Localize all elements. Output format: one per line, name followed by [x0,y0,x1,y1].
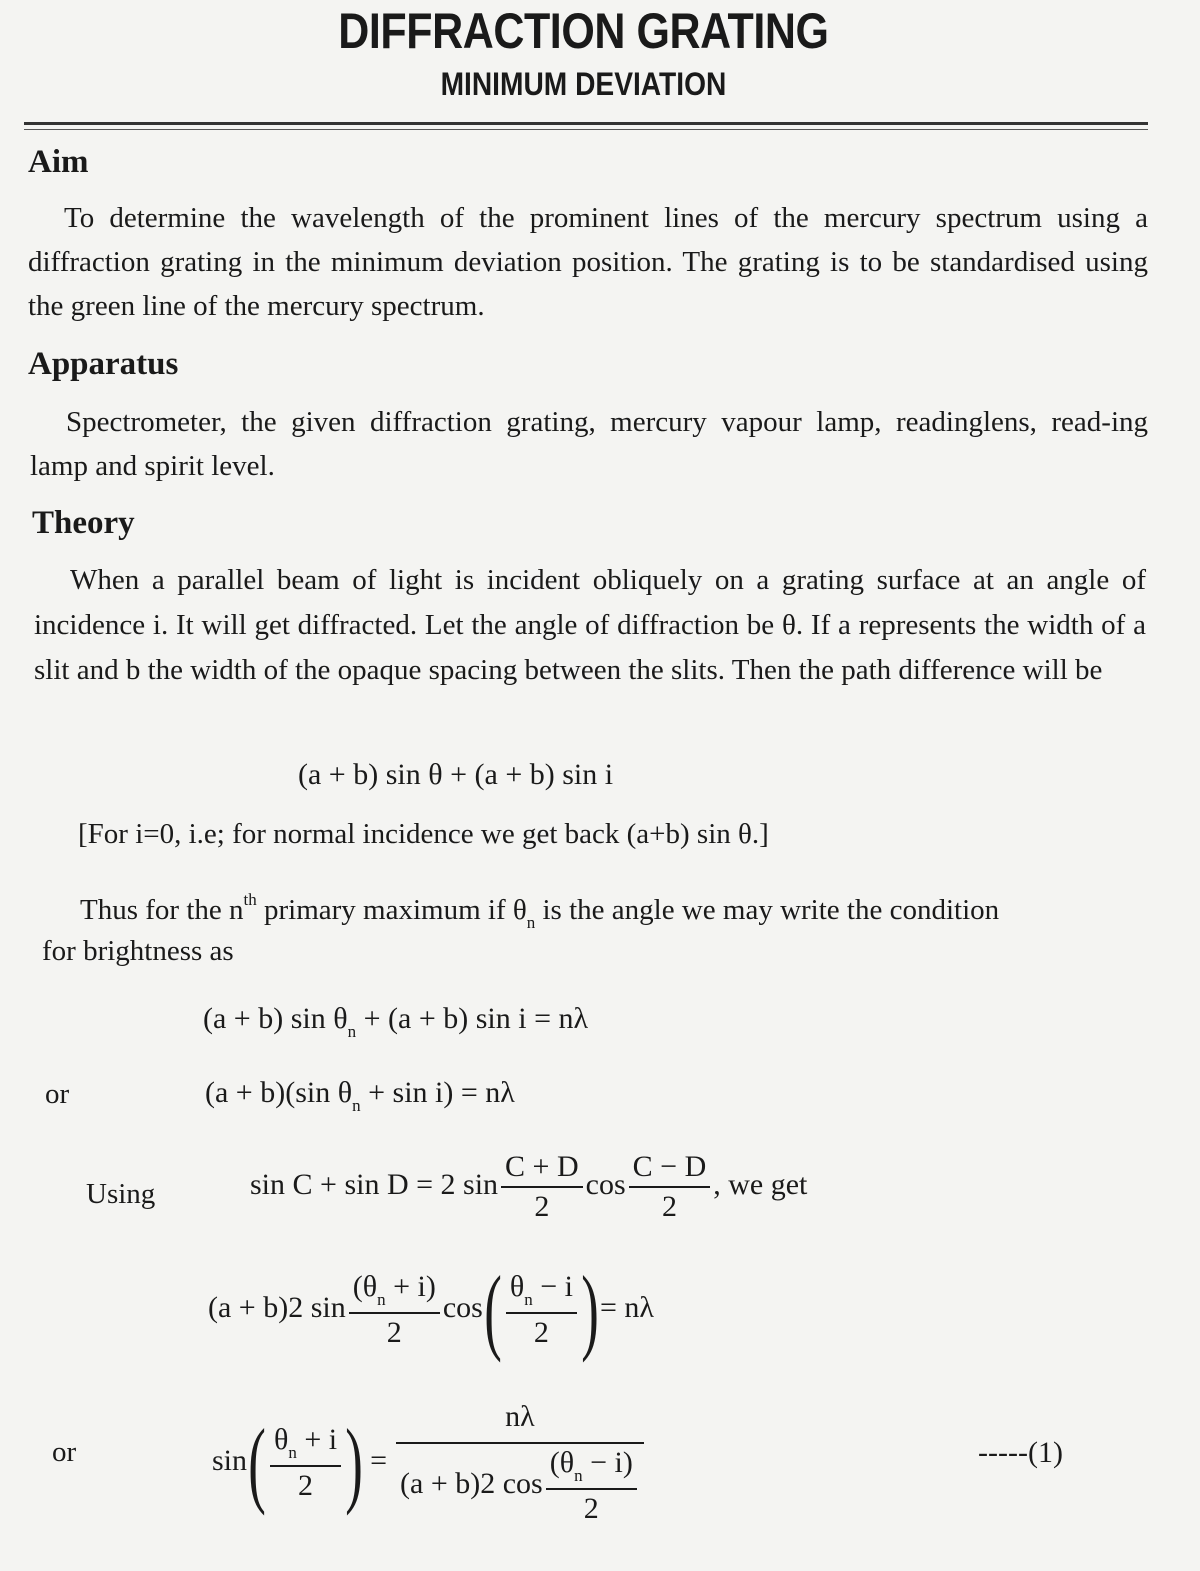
thus-superscript: th [243,890,257,909]
identity-cos: cos [585,1167,626,1201]
eq4-fraction-1-numerator [270,1423,341,1467]
sum-to-product-identity [250,1150,807,1224]
eq4-den-fraction-denominator: 2 [583,1492,599,1525]
aim-heading: Aim [28,144,89,180]
eq3-f2-num-b: − i [532,1270,573,1303]
eq2-part-a: (a + b)(sin θ [205,1076,353,1109]
identity-fraction-2-numerator: C − D [629,1150,711,1188]
eq3-fraction-1-denominator: 2 [386,1316,402,1349]
header-rule-thin [24,129,1148,130]
product-form-equation [208,1256,654,1363]
equation-number: -----(1) [978,1436,1063,1469]
thus-line-2: for brightness as [42,935,234,967]
eq4-f1-num-sub: n [288,1443,297,1462]
path-difference-equation: (a + b) sin θ + (a + b) sin i [298,758,614,791]
eq4-den-num-a: (θ [549,1446,575,1479]
or-label-2: or [52,1436,77,1468]
eq3-f2-num-sub: n [524,1290,533,1309]
aim-paragraph [28,196,1148,328]
identity-fraction-1-denominator: 2 [534,1190,550,1223]
eq3-fraction-1 [349,1270,440,1350]
eq1-part-a: (a + b) sin θ [203,1002,348,1035]
grating-condition-equation [212,1400,647,1526]
theory-heading: Theory [32,505,135,541]
eq4-equals: = [370,1443,388,1477]
identity-fraction-2 [629,1150,711,1224]
eq4-den-a: (a + b)2 cos [400,1466,543,1500]
eq3-lhs: (a + b)2 sin [208,1290,346,1324]
eq3-fraction-1-numerator [349,1270,440,1314]
right-paren: ) [345,1409,363,1516]
eq3-rhs: = nλ [599,1290,654,1324]
identity-tail: , we get [713,1167,808,1201]
identity-fraction-2-denominator: 2 [661,1190,677,1223]
eq4-den-num-sub: n [574,1466,583,1485]
normal-incidence-note: [For i=0, i.e; for normal incidence we get back (a+b) sin θ.] [78,818,769,850]
eq4-den-num-b: − i) [582,1446,633,1479]
thus-text-b: primary maximum if θ [256,894,527,926]
apparatus-heading: Apparatus [28,346,179,382]
eq4-main-numerator: nλ [396,1400,644,1444]
eq2-part-b: + sin i) = nλ [360,1076,515,1109]
left-paren: ( [248,1409,266,1516]
eq3-f1-num-b: + i) [385,1270,436,1303]
page-subtitle: MINIMUM DEVIATION [440,66,727,102]
left-paren: ( [484,1256,502,1363]
eq4-den-fraction [546,1446,637,1526]
apparatus-paragraph [30,400,1148,488]
eq1-part-b: + (a + b) sin i = nλ [356,1002,589,1035]
eq3-cos: cos [442,1290,483,1324]
eq3-f2-num-a: θ [509,1270,525,1303]
eq4-main-fraction [396,1400,644,1526]
eq3-f1-num-a: (θ [352,1270,378,1303]
eq4-f1-num-a: θ [273,1423,289,1456]
page-title: DIFFRACTION GRATING [338,3,829,59]
eq3-fraction-2-denominator: 2 [533,1316,549,1349]
thus-subscript: n [526,913,536,932]
brightness-equation-factored [205,1076,515,1116]
theory-text: When a parallel beam of light is incident obliquely on a grating surface at an angle of incidence i. It will get diffracted. Let the angle of diffraction be θ. If a represents the width of a slit and b the width of the opaque spacing between the slits. Then the path difference will be [34,564,1146,686]
identity-lhs: sin C + sin D = 2 sin [250,1167,499,1201]
theory-paragraph [34,558,1146,693]
eq3-fraction-2 [506,1270,577,1350]
apparatus-text: Spectrometer, the given diffraction grating, mercury vapour lamp, readinglens, read-ing lamp and spirit level. [30,406,1148,482]
eq4-f1-num-b: + i [296,1423,338,1456]
eq4-fraction-1-denominator: 2 [298,1469,314,1502]
identity-fraction-1 [501,1150,583,1224]
eq3-f1-num-sub: n [377,1290,386,1309]
eq4-den-fraction-numerator [546,1446,637,1490]
eq4-main-denominator [396,1444,644,1526]
thus-line [80,890,999,933]
identity-fraction-1-numerator: C + D [501,1150,583,1188]
eq3-fraction-2-numerator [506,1270,577,1314]
thus-text-c: is the angle we may write the condition [535,894,1000,926]
brightness-equation [203,1002,588,1042]
using-label: Using [86,1178,156,1210]
aim-text: To determine the wavelength of the prominent lines of the mercury spectrum using a diffraction grating in the minimum deviation position. The grating is to be standardised using the green line of the mercury spectrum. [28,202,1148,322]
or-label: or [45,1078,70,1110]
eq4-fraction-1 [270,1423,341,1503]
eq1-subscript: n [347,1022,357,1041]
right-paren: ) [581,1256,599,1363]
thus-text-a: Thus for the n [80,894,244,926]
eq2-subscript: n [352,1096,361,1115]
header-rule [24,122,1148,125]
eq4-sin: sin [212,1443,248,1477]
